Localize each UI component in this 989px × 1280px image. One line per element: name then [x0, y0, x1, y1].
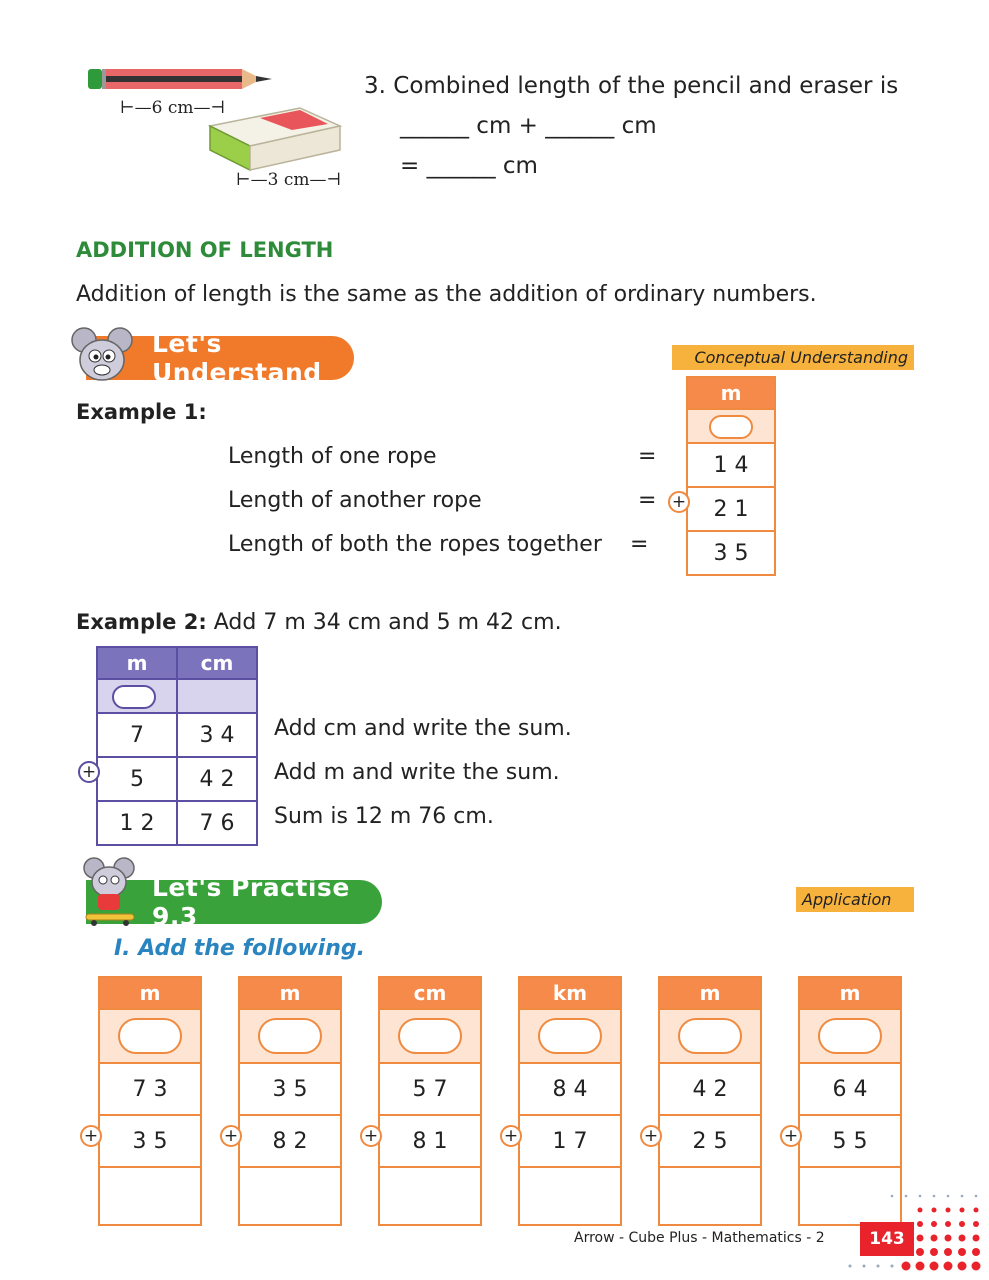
- example-2-carry-cell: [97, 679, 177, 713]
- example-1-row-3-equals: =: [630, 532, 649, 557]
- practice-5-a: 4 2: [659, 1063, 761, 1115]
- plus-sign: +: [780, 1125, 802, 1147]
- practice-table-3: [378, 976, 482, 1226]
- example-2-header-cm: cm: [177, 647, 257, 679]
- application-tag: Application: [796, 887, 914, 912]
- practice-3-b: 8 1: [379, 1115, 481, 1167]
- practice-2-carry-cell: [239, 1009, 341, 1063]
- example-1-row-3-text: Length of both the ropes together: [228, 532, 602, 557]
- example-2-carry-cell-empty: [177, 679, 257, 713]
- example-2-sum-m: 1 2: [97, 801, 177, 845]
- pencil-length-label: ⊢—6 cm—⊣: [120, 98, 226, 118]
- example-1-label: Example 1:: [76, 400, 207, 424]
- example-1-value-1: 1 4: [687, 443, 775, 487]
- practice-6-carry-cell: [799, 1009, 901, 1063]
- plus-sign: +: [500, 1125, 522, 1147]
- practice-4-unit: km: [519, 977, 621, 1009]
- example-1-row-1-text: Length of one rope: [228, 444, 437, 469]
- practice-5-b: 2 5: [659, 1115, 761, 1167]
- practice-3-a: 5 7: [379, 1063, 481, 1115]
- practice-3-carry-cell: [379, 1009, 481, 1063]
- dot-pattern-decoration: [830, 1180, 989, 1280]
- plus-sign: +: [360, 1125, 382, 1147]
- practice-5-unit: m: [659, 977, 761, 1009]
- example-1-value-2: 2 1: [687, 487, 775, 531]
- example-1-table: [686, 376, 776, 576]
- eraser-illustration: [200, 104, 345, 172]
- practice-5-carry-cell: [659, 1009, 761, 1063]
- carry-box: [678, 1018, 742, 1054]
- example-2-header-m: m: [97, 647, 177, 679]
- practice-5-answer[interactable]: [659, 1167, 761, 1225]
- practice-2-a: 3 5: [239, 1063, 341, 1115]
- practice-2-unit: m: [239, 977, 341, 1009]
- practice-1-answer[interactable]: [99, 1167, 201, 1225]
- example-1-row-2-text: Length of another rope: [228, 488, 482, 513]
- practice-1-carry-cell: [99, 1009, 201, 1063]
- section-title: ADDITION OF LENGTH: [76, 238, 334, 262]
- mouse-mascot-icon: [70, 326, 136, 388]
- practice-instruction: I. Add the following.: [114, 936, 365, 961]
- question-3-line1: 3. Combined length of the pencil and eraser is: [364, 73, 899, 99]
- carry-box: [818, 1018, 882, 1054]
- plus-sign: +: [668, 491, 690, 513]
- example-2-r1-cm: 3 4: [177, 713, 257, 757]
- section-intro: Addition of length is the same as the addition of ordinary numbers.: [76, 282, 817, 307]
- example-2-r2-cm: 4 2: [177, 757, 257, 801]
- example-2-step-3: Sum is 12 m 76 cm.: [274, 804, 494, 829]
- example-2-step-1: Add cm and write the sum.: [274, 716, 572, 741]
- carry-box: [112, 685, 156, 709]
- example-2-table: [96, 646, 258, 846]
- practice-table-2: [238, 976, 342, 1226]
- practice-4-a: 8 4: [519, 1063, 621, 1115]
- carry-box: [398, 1018, 462, 1054]
- lets-understand-title: Let's Understand: [152, 329, 322, 387]
- practice-table-1: [98, 976, 202, 1226]
- example-2-step-2: Add m and write the sum.: [274, 760, 560, 785]
- example-2-question: [76, 610, 562, 635]
- practice-1-b: 3 5: [99, 1115, 201, 1167]
- example-2-sum-cm: 7 6: [177, 801, 257, 845]
- question-3-line2: ______ cm + ______ cm: [400, 113, 657, 139]
- practice-table-4: [518, 976, 622, 1226]
- eraser-length-label: ⊢—3 cm—⊣: [236, 170, 342, 190]
- plus-sign: +: [220, 1125, 242, 1147]
- practice-1-unit: m: [99, 977, 201, 1009]
- practice-2-answer[interactable]: [239, 1167, 341, 1225]
- example-2-r1-m: 7: [97, 713, 177, 757]
- carry-box: [538, 1018, 602, 1054]
- question-3: [364, 66, 898, 186]
- practice-2-b: 8 2: [239, 1115, 341, 1167]
- plus-sign: +: [640, 1125, 662, 1147]
- example-2-text: Add 7 m 34 cm and 5 m 42 cm.: [213, 610, 562, 635]
- practice-3-unit: cm: [379, 977, 481, 1009]
- pencil-illustration: [86, 64, 274, 94]
- practice-4-b: 1 7: [519, 1115, 621, 1167]
- plus-sign: +: [80, 1125, 102, 1147]
- practice-4-carry-cell: [519, 1009, 621, 1063]
- footer-book-title: Arrow - Cube Plus - Mathematics - 2: [574, 1230, 825, 1246]
- example-2-r2-m: 5: [97, 757, 177, 801]
- practice-6-a: 6 4: [799, 1063, 901, 1115]
- practice-1-a: 7 3: [99, 1063, 201, 1115]
- practice-4-answer[interactable]: [519, 1167, 621, 1225]
- example-1-unit-header: m: [687, 377, 775, 409]
- practice-3-answer[interactable]: [379, 1167, 481, 1225]
- practice-6-unit: m: [799, 977, 901, 1009]
- example-2-label: Example 2:: [76, 610, 207, 634]
- practice-table-5: [658, 976, 762, 1226]
- page-number: 143: [860, 1222, 914, 1256]
- lets-practise-title: Let's Practise 9.3: [152, 873, 350, 931]
- example-1-carry-cell: [687, 409, 775, 443]
- carry-box: [258, 1018, 322, 1054]
- practice-6-b: 5 5: [799, 1115, 901, 1167]
- example-1-row-1-equals: =: [638, 444, 657, 469]
- example-1-sum: 3 5: [687, 531, 775, 575]
- plus-sign: +: [78, 761, 100, 783]
- question-3-line3: = ______ cm: [400, 153, 538, 179]
- carry-box: [118, 1018, 182, 1054]
- example-1-row-2-equals: =: [638, 488, 657, 513]
- carry-box: [709, 415, 753, 439]
- conceptual-understanding-tag: Conceptual Understanding: [672, 345, 914, 370]
- mouse-skateboard-icon: [78, 856, 144, 926]
